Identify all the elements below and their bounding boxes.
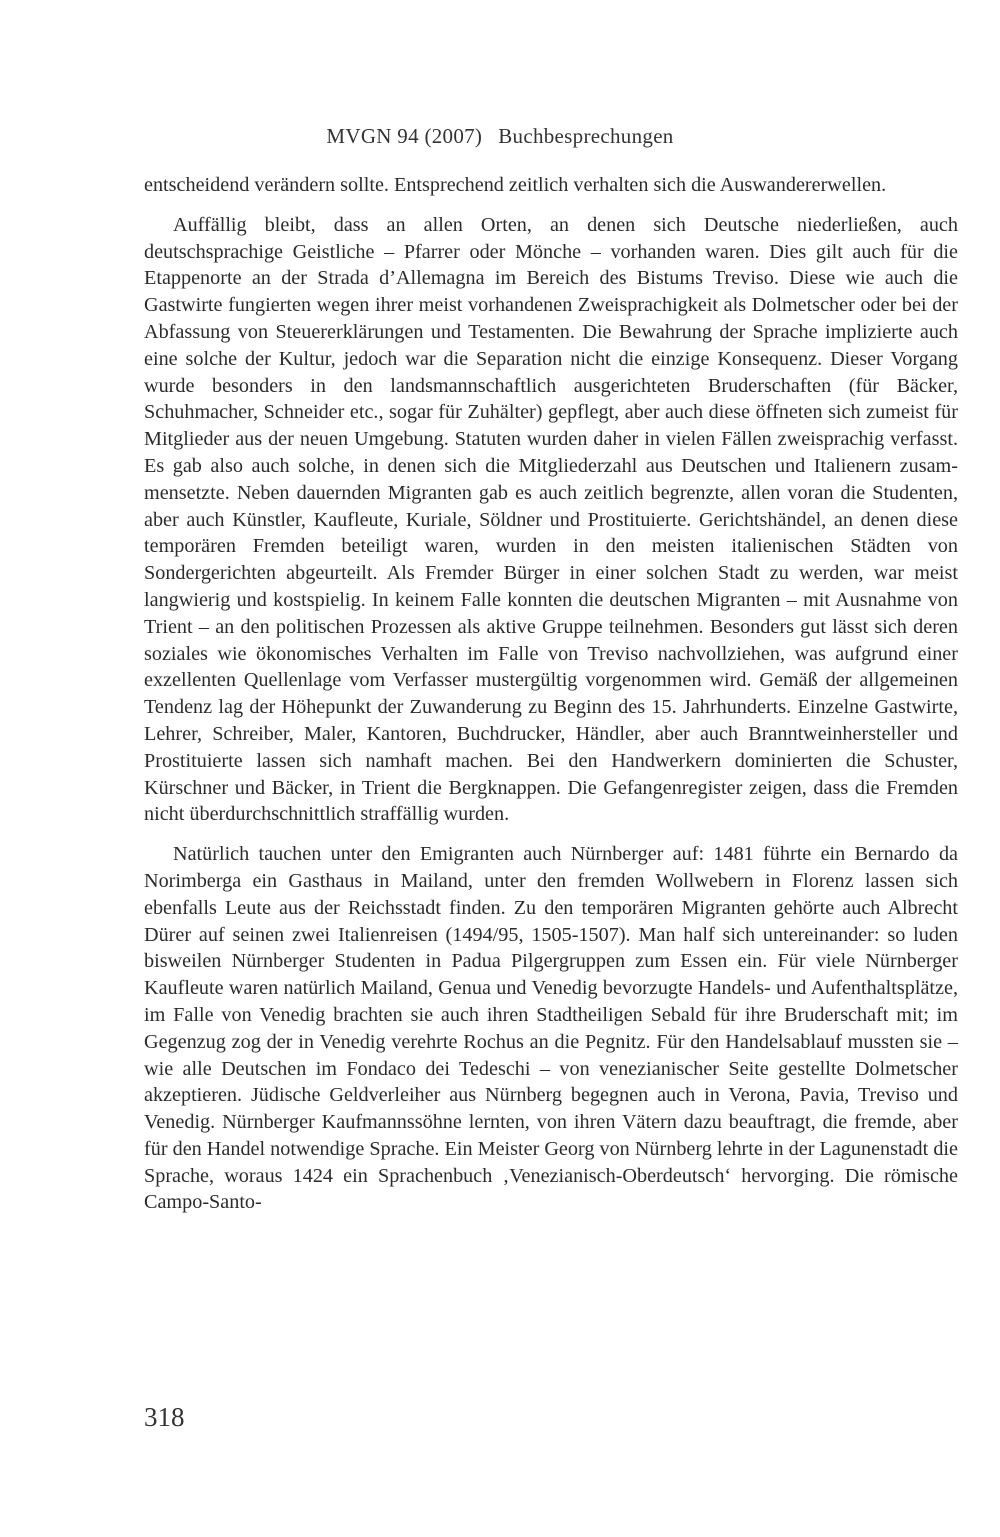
paragraph: Auffällig bleibt, dass an allen Orten, an denen sich Deutsche niederließen, auch deutschsprachige Geistliche – Pfarrer oder Mönche – vorhanden waren. Dies gilt auch für die Etappenorte an der Strada d’Allemagna im Bereich des Bistums Treviso. Diese wie auch die Gastwirte fungierten wegen ihrer meist vorhandenen Zweisprachigkeit als Dolmetscher oder bei der Abfassung von Steuererklärungen und Testamenten. Die Bewahrung der Sprache implizierte auch eine solche der Kultur, jedoch war die Separation nicht die einzige Konsequenz. Dieser Vorgang wurde besonders in den landsmannschaftlich ausgerichteten Bruderschaften (für Bäcker, Schuhmacher, Schneider etc., sogar für Zuhälter) gepflegt, aber auch diese öffneten sich zumeist für Mitglieder aus der neuen Umgebung. Statuten wurden daher in vielen Fällen zweisprachig verfasst. Es gab also auch solche, in denen sich die Mitgliederzahl aus Deutschen und Italienern zusammensetzte. Neben dauernden Migranten gab es auch zeitlich begrenzte, allen voran die Studenten, aber auch Künstler, Kaufleute, Kuriale, Söldner und Prostituierte. Gerichtshändel, an denen diese temporären Fremden beteiligt waren, wurden in den meisten italienischen Städten von Sondergerichten abgeurteilt. Als Fremder Bürger in einer solchen Stadt zu werden, war meist langwierig und kostspielig. In keinem Falle konnten die deutschen Migranten – mit Ausnahme von Trient – an den politischen Prozessen als aktive Gruppe teilnehmen. Besonders gut lässt sich deren soziales wie ökonomisches Verhalten im Falle von Treviso nachvollziehen, was aufgrund einer exzellenten Quellenlage vom Verfasser mustergültig vorgenommen wird. Gemäß der allgemeinen Tendenz lag der Höhepunkt der Zuwanderung zu Beginn des 15. Jahrhunderts. Einzelne Gastwirte, Lehrer, Schreiber, Maler, Kantoren, Buchdrucker, Händler, aber auch Branntweinhersteller und Prostituierte lassen sich namhaft machen. Bei den Handwerkern dominierten die Schuster, Kürschner und Bäcker, in Trient die Bergknappen. Die Gefangenregister zeigen, dass die Fremden nicht überdurchschnittlich straffällig wurden. (144, 213, 958, 826)
paragraph: Natürlich tauchen unter den Emigranten auch Nürnberger auf: 1481 führte ein Bernardo da Norimberga ein Gasthaus in Mailand, unter den fremden Wollwebern in Florenz lassen sich ebenfalls Leute aus der Reichsstadt finden. Zu den temporären Migranten gehörte auch Albrecht Dürer auf seinen zwei Italienreisen (1494/95, 1505-1507). Man half sich untereinander: so luden bisweilen Nürnberger Studenten in Padua Pilgergruppen zum Essen ein. Für viele Nürnberger Kaufleute waren natürlich Mailand, Genua und Venedig bevorzugte Handels- und Aufenthaltsplätze, im Falle von Venedig brachten sie auch ihren Stadtheiligen Sebald für ihre Bruderschaft mit; im Gegenzug zog der in Venedig verehrte Rochus an die Pegnitz. Für den Handelsablauf mussten sie – wie alle Deutschen im Fondaco dei Tedeschi – von venezianischer Seite gestellte Dolmetscher akzeptieren. Jüdische Geldverleiher aus Nürnberg begegnen auch in Verona, Pavia, Treviso und Venedig. Nürnberger Kaufmannssöhne lernten, von ihren Vätern dazu beauftragt, die fremde, aber für den Handel notwendige Sprache. Ein Meister Georg von Nürnberg lehrte in der Lagunenstadt die Sprache, woraus 1424 ein Sprachenbuch ‚Venezianisch-Oberdeutsch‘ hervorging. Die römische Campo-Santo- (144, 843, 958, 1214)
journal-reference: MVGN 94 (2007) (326, 124, 483, 148)
body-text (144, 172, 958, 1216)
running-header (0, 124, 1000, 149)
page-number: 318 (144, 1402, 185, 1432)
paragraph-continuation: entscheidend verändern sollte. Entsprechend zeitlich verhalten sich die Auswandererwellen. (144, 174, 887, 196)
section-title: Buchbesprechungen (498, 124, 674, 148)
